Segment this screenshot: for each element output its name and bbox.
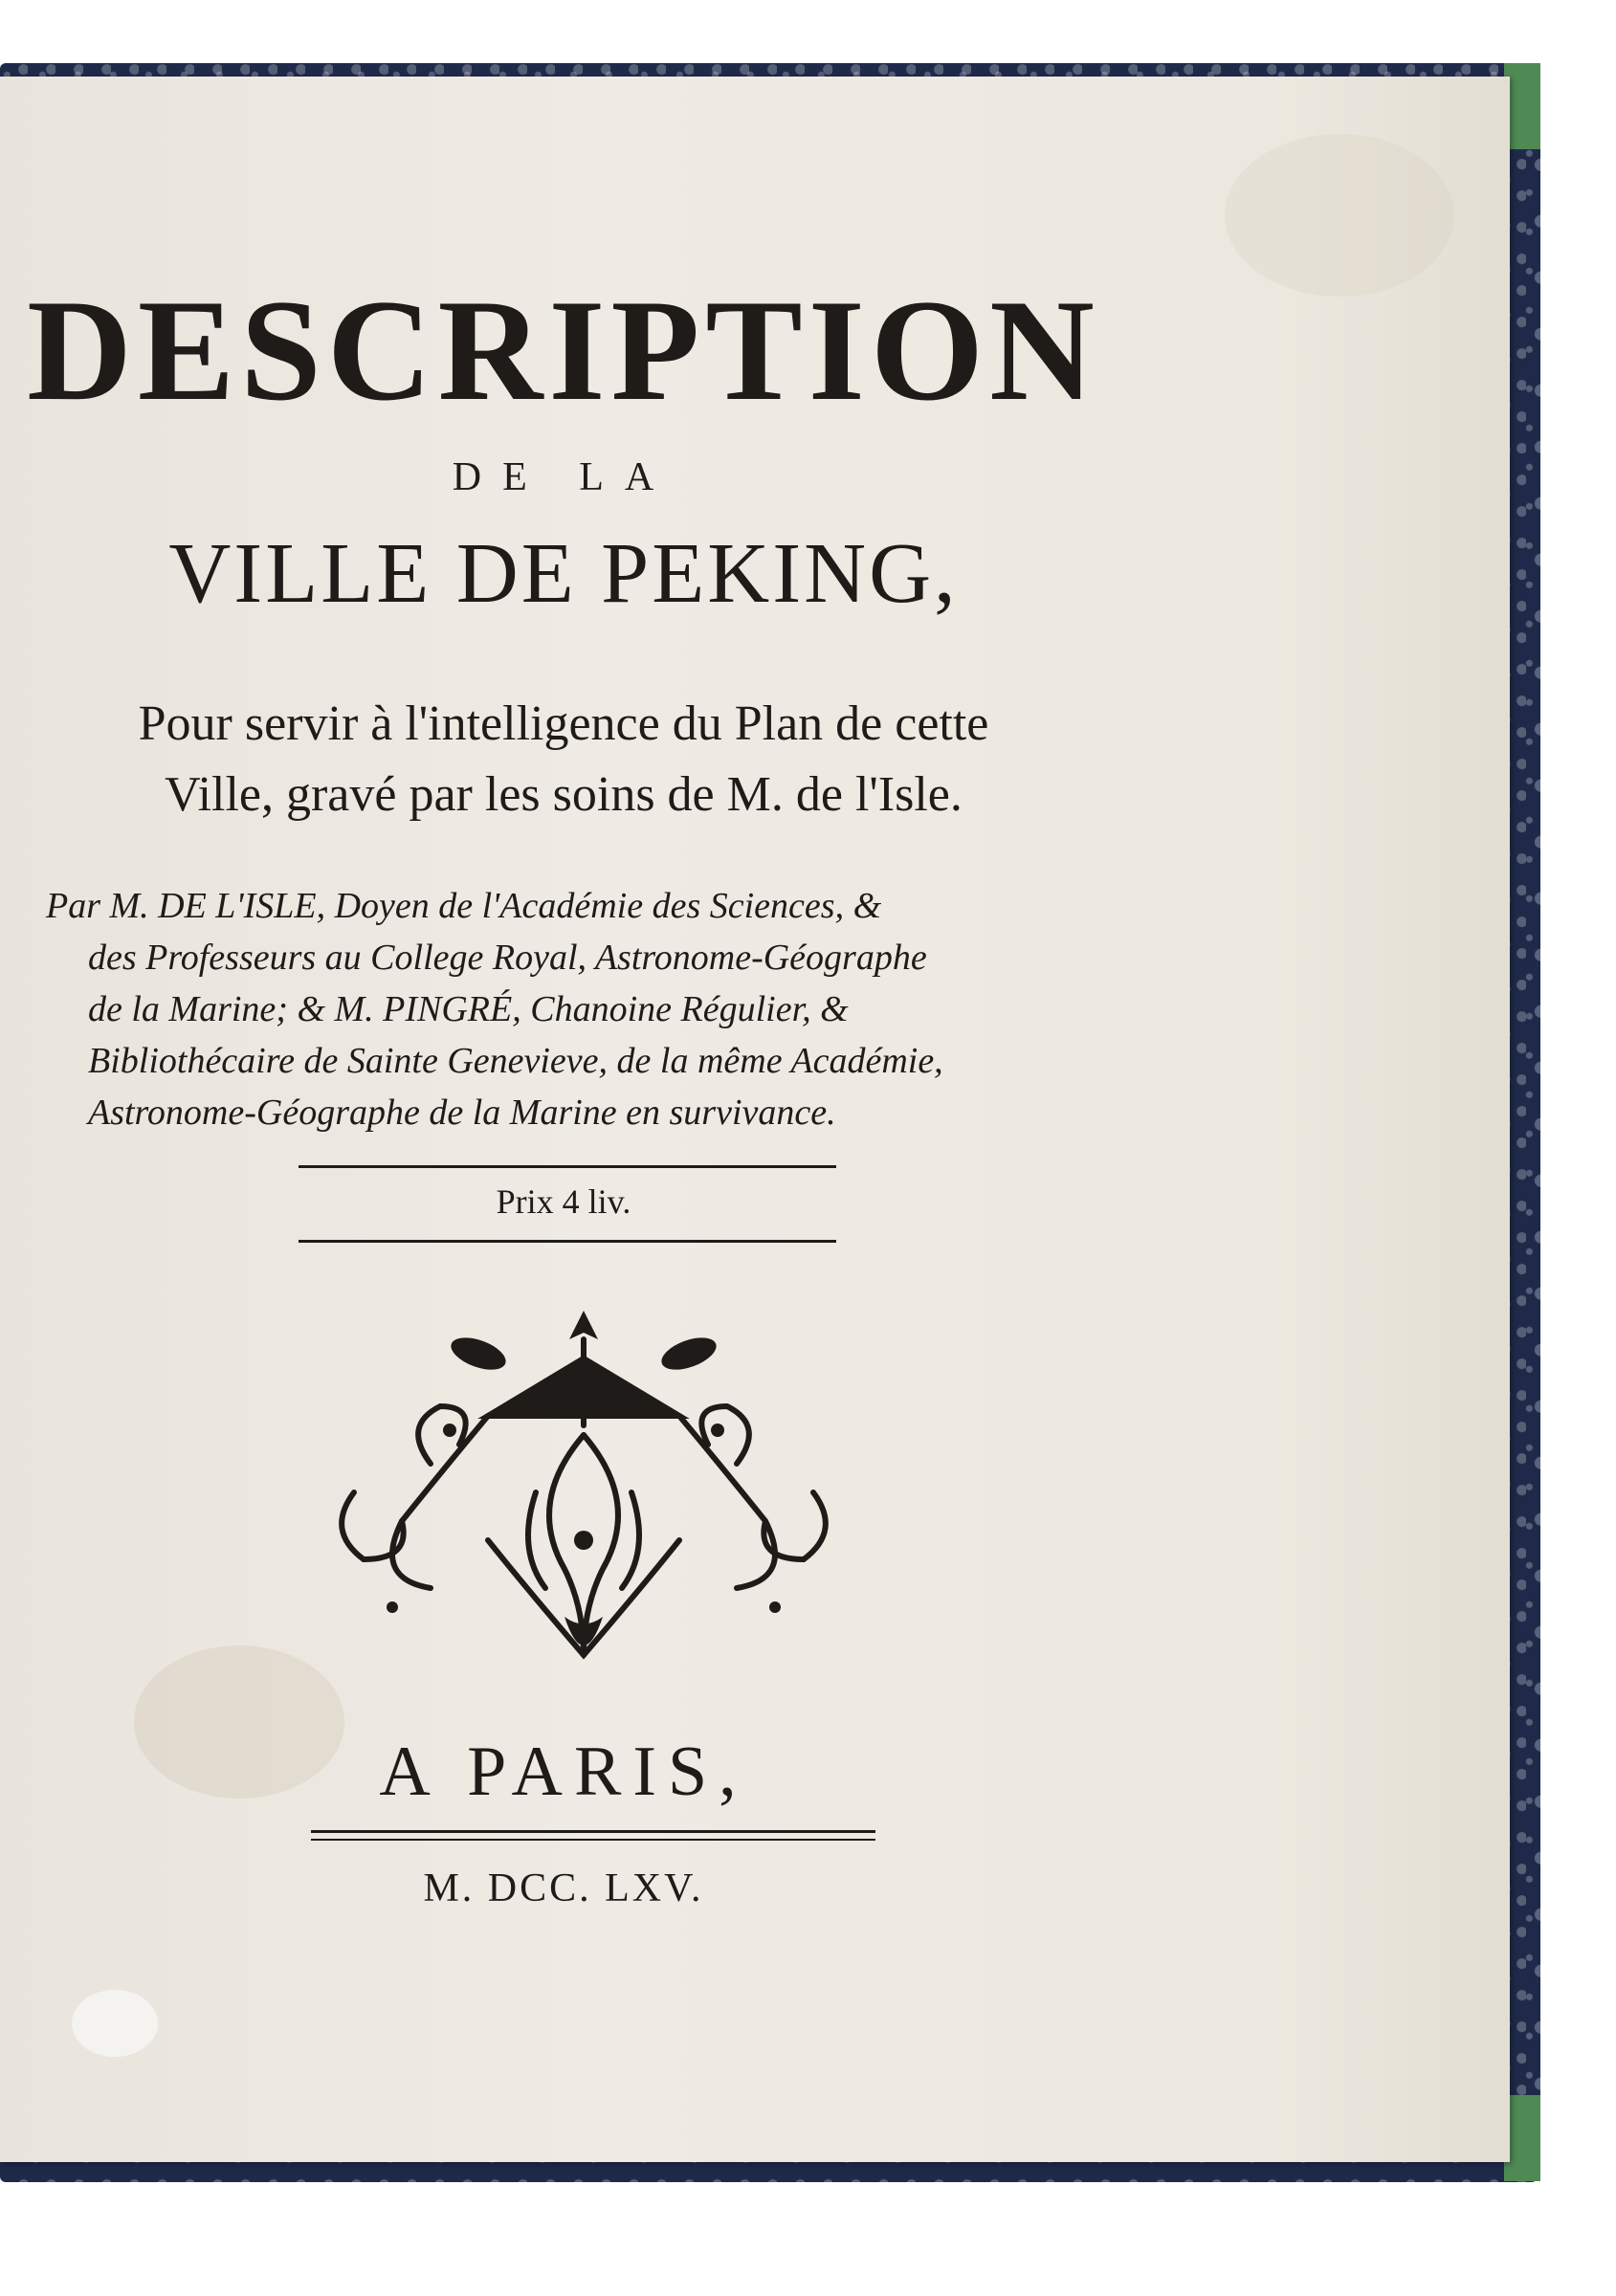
divider-rule: [311, 1830, 875, 1833]
authors-line: des Professeurs au College Royal, Astronome-Géographe: [88, 938, 927, 978]
authors-line: de la Marine; & M. PINGRÉ, Chanoine Régulier, &: [88, 989, 849, 1029]
subtitle-large: VILLE DE PEKING,: [168, 526, 959, 621]
purpose-line: Ville, gravé par les soins de M. de l'Isle.: [165, 767, 963, 822]
authors-block: [46, 880, 1118, 1138]
purpose-text: [0, 689, 1127, 830]
subtitle-small: DE LA: [452, 455, 675, 499]
paper-stain: [1225, 134, 1454, 297]
page-title: DESCRIPTION: [27, 270, 1100, 430]
divider-rule: [299, 1240, 836, 1243]
authors-line: Par M. DE L'ISLE, Doyen de l'Académie des Sciences, &: [46, 886, 882, 926]
authors-line: Bibliothécaire de Sainte Genevieve, de la même Académie,: [88, 1041, 943, 1081]
publication-place: A PARIS,: [379, 1733, 748, 1811]
price-label: Prix 4 liv.: [496, 1182, 631, 1221]
authors-line: Astronome-Géographe de la Marine en survivance.: [88, 1093, 836, 1133]
divider-rule: [311, 1839, 875, 1841]
divider-rule: [299, 1165, 836, 1168]
paper-stain: [72, 1990, 158, 2057]
fleuron-ornament-icon: [297, 1301, 871, 1684]
publication-date: M. DCC. LXV.: [423, 1866, 704, 1910]
purpose-line: Pour servir à l'intelligence du Plan de cette: [138, 696, 989, 751]
